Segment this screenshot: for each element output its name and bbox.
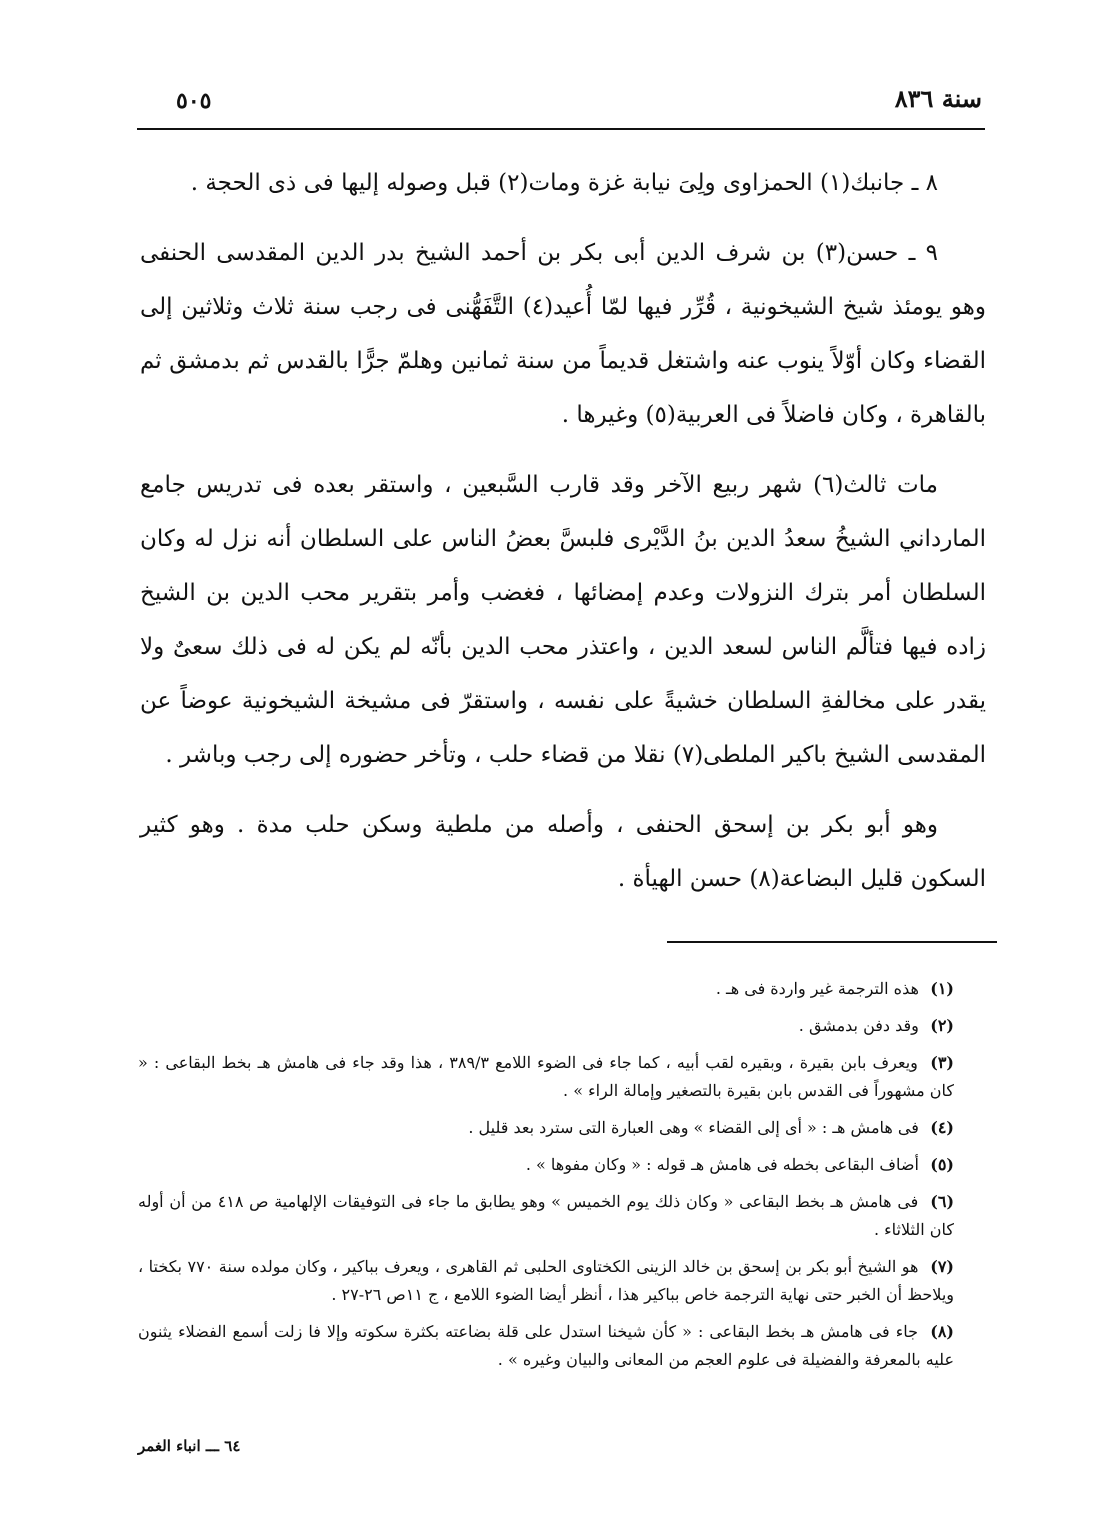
footnote-2: [138, 1012, 990, 1040]
footnote-text: وقد دفن بدمشق .: [798, 1016, 919, 1035]
footnote-4: [138, 1114, 990, 1142]
footnote-rule: [667, 941, 997, 943]
footnote-text: جاء فى هامش هـ بخط البقاعى : « كأن شيخنا استدل على قلة بضاعته بكثرة سكوته وإلا فا زلت أسمع الفضلاء يثنون عليه بالمعرفة والفضيلة فى علوم العجم من المعانى والبيان وغيره » .: [138, 1322, 954, 1369]
footnote-3: [138, 1049, 990, 1105]
paragraph-entry-8: ٨ ـ جانبك(١) الحمزاوى ولِىَ نيابة غزة ومات(٢) قبل وصوله إليها فى ذى الحجة .: [190, 170, 938, 196]
footnote-number: (١): [930, 979, 954, 998]
footnote-6: [138, 1188, 990, 1244]
footnote-number: (٤): [930, 1118, 954, 1137]
footnote-text: ويعرف بابن بقيرة ، وبقيره لقب أبيه ، كما جاء فى الضوء اللامع ٣٨٩/٣ ، هذا وقد جاء فى هامش هـ بخط البقاعى : « كان مشهوراً فى القدس بابن بقيرة بالتصغير وإمالة الراء » .: [138, 1053, 954, 1100]
paragraph-death-note: مات ثالث(٦) شهر ربيع الآخر وقد قارب السَّبعين ، واستقر بعده فى تدريس جامع المارداني الشيخُ سعدُ الدين بنُ الدَّيْرى فلبسَّ بعضُ الناس على السلطان أنه نزل له وكان السلطان أمر بترك النزولات وعدم إمضائها ، فغضب وأمر بتقرير محب الدين بن الشيخ زاده فيها فتألَّم الناس لسعد الدين ، واعتذر محب الدين بأنّه لم يكن له فى ذلك سعىٌ ولا يقدر على مخالفةِ السلطان خشيةً على نفسه ، واستقرّ فى مشيخة الشيخونية عوضاً عن المقدسى الشيخ باكير الملطى(٧) نقلا من قضاء حلب ، وتأخر حضوره إلى رجب وباشر .: [140, 472, 986, 768]
footnote-text: هذه الترجمة غير واردة فى هـ .: [715, 979, 919, 998]
footnote-text: أضاف البقاعى بخطه فى هامش هـ قوله : « وكان مفوها » .: [525, 1155, 919, 1174]
header-rule: [137, 128, 985, 130]
footnotes: [138, 975, 990, 1383]
footnote-7: [138, 1253, 990, 1309]
paragraph-entry-9: ٩ ـ حسن(٣) بن شرف الدين أبى بكر بن أحمد الشيخ بدر الدين المقدسى الحنفى وهو يومئذ شيخ الشيخونية ، قُرِّر فيها لمّا أُعيد(٤) التَّفَهُّنى فى رجب سنة ثلاث وثلاثين إلى القضاء وكان أوّلاً ينوب عنه واشتغل قديماً من سنة ثمانين وهلمّ جرًّا بالقدس ثم بدمشق ثم بالقاهرة ، وكان فاضلاً فى العربية(٥) وغيرها .: [140, 240, 986, 428]
footnote-text: فى هامش هـ : « أى إلى القضاء » وهى العبارة التى سترد بعد قليل .: [468, 1118, 919, 1137]
footnote-text: هو الشيخ أبو بكر بن إسحق بن خالد الزينى الكختاوى الحلبى ثم القاهرى ، ويعرف بباكير ، وكان مولده سنة ٧٧٠ بكختا ، ويلاحظ أن الخبر حتى نهاية الترجمة خاص بباكير هذا ، أنظر أيضا الضوء اللامع ، ج ١١ص ٢٦-٢٧ .: [138, 1257, 954, 1304]
footnote-number: (٧): [930, 1257, 954, 1276]
footnote-number: (٨): [930, 1322, 954, 1341]
footnote-number: (٣): [930, 1053, 954, 1072]
page-number: ٥٠٥: [176, 88, 212, 114]
footnote-5: [138, 1151, 990, 1179]
footnote-1: [138, 975, 990, 1003]
footnote-number: (٢): [930, 1016, 954, 1035]
footnote-number: (٥): [930, 1155, 954, 1174]
paragraph-bakir-note: وهو أبو بكر بن إسحق الحنفى ، وأصله من ملطية وسكن حلب مدة . وهو كثير السكون قليل البضاعة(٨) حسن الهيأة .: [140, 812, 986, 892]
printer-signature: ٦٤ ـــ انباء الغمر: [138, 1437, 241, 1455]
running-title: سنة ٨٣٦: [894, 84, 982, 113]
footnote-number: (٦): [930, 1192, 955, 1211]
footnote-text: فى هامش هـ بخط البقاعى « وكان ذلك يوم الخميس » وهو يطابق ما جاء فى التوفيقات الإلهامية ص ٤١٨ من أن أوله كان الثلاثاء .: [138, 1192, 954, 1239]
body-text: [140, 156, 986, 922]
footnote-8: [138, 1318, 990, 1374]
